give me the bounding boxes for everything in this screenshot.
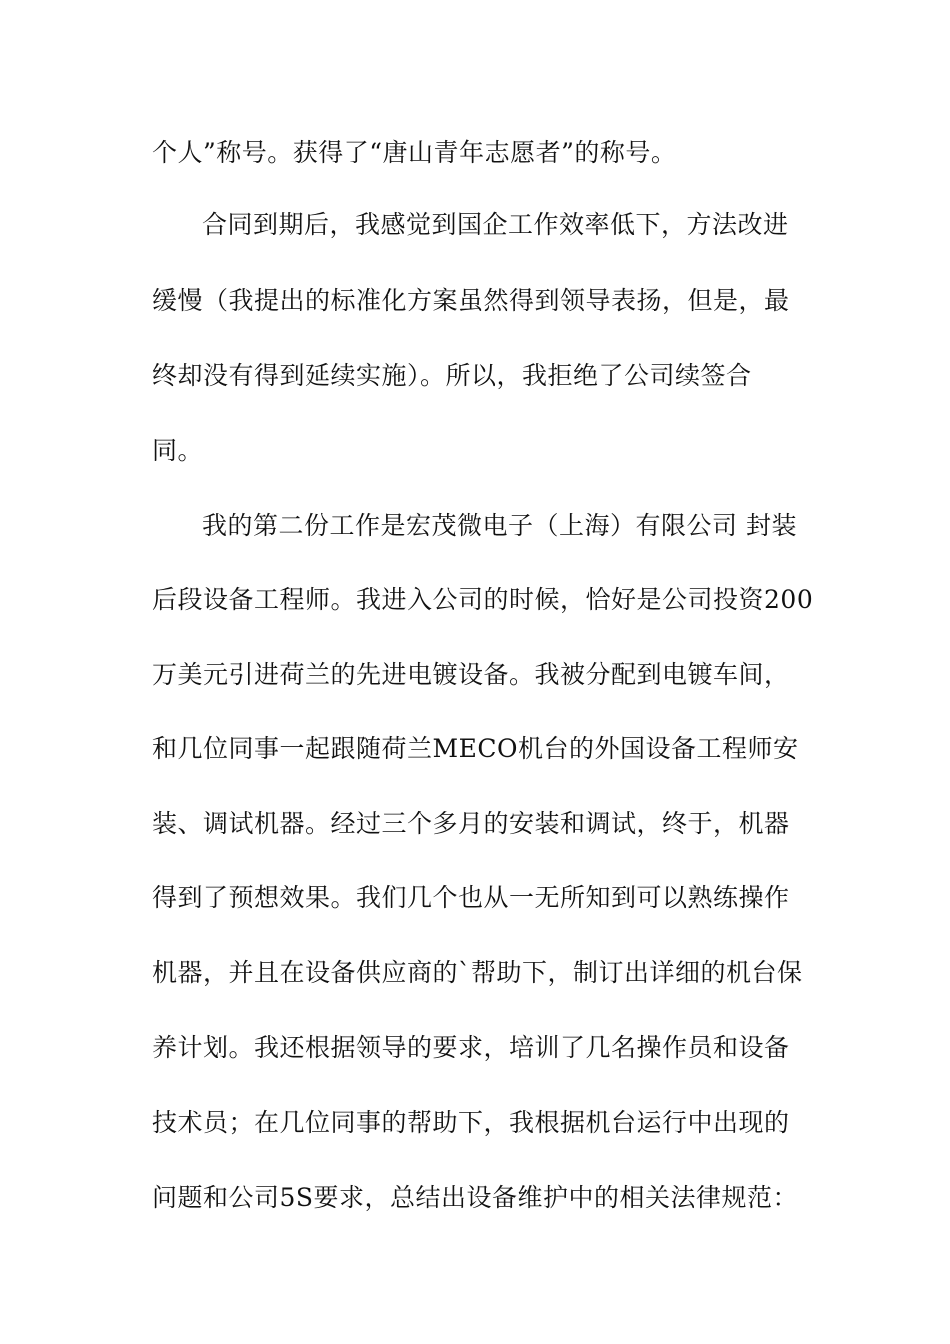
paragraph-first-line: 合同到期后，我感觉到国企工作效率低下，方法改进 [202,210,789,239]
text-line: 得到了预想效果。我们几个也从一无所知到可以熟练操作 [152,883,790,912]
paragraph-first-line: 我的第二份工作是宏茂微电子（上海）有限公司 封装 [202,511,797,540]
text-line: 装、调试机器。经过三个多月的安装和调试，终于，机器 [152,809,790,838]
text-line: 终却没有得到延续实施）。所以，我拒绝了公司续签合 [152,361,752,390]
text-line: 后段设备工程师。我进入公司的时候，恰好是公司投资200 [152,585,814,614]
text-line: 养计划。我还根据领导的要求，培训了几名操作员和设备 [152,1033,790,1062]
text-line: 缓慢（我提出的标准化方案虽然得到领导表扬，但是，最 [152,286,790,315]
text-line: 万美元引进荷兰的先进电镀设备。我被分配到电镀车间， [152,660,790,689]
text-line: 问题和公司5S要求，总结出设备维护中的相关法律规范： [152,1183,799,1212]
text-line: 和几位同事一起跟随荷兰MECO机台的外国设备工程师安 [152,734,799,763]
text-line: 技术员；在几位同事的帮助下，我根据机台运行中出现的 [152,1108,790,1137]
text-line: 机器，并且在设备供应商的`帮助下，制订出详细的机台保 [152,958,803,987]
text-line: 个人”称号。获得了“唐山青年志愿者”的称号。 [152,138,677,167]
text-line: 同。 [152,436,204,465]
